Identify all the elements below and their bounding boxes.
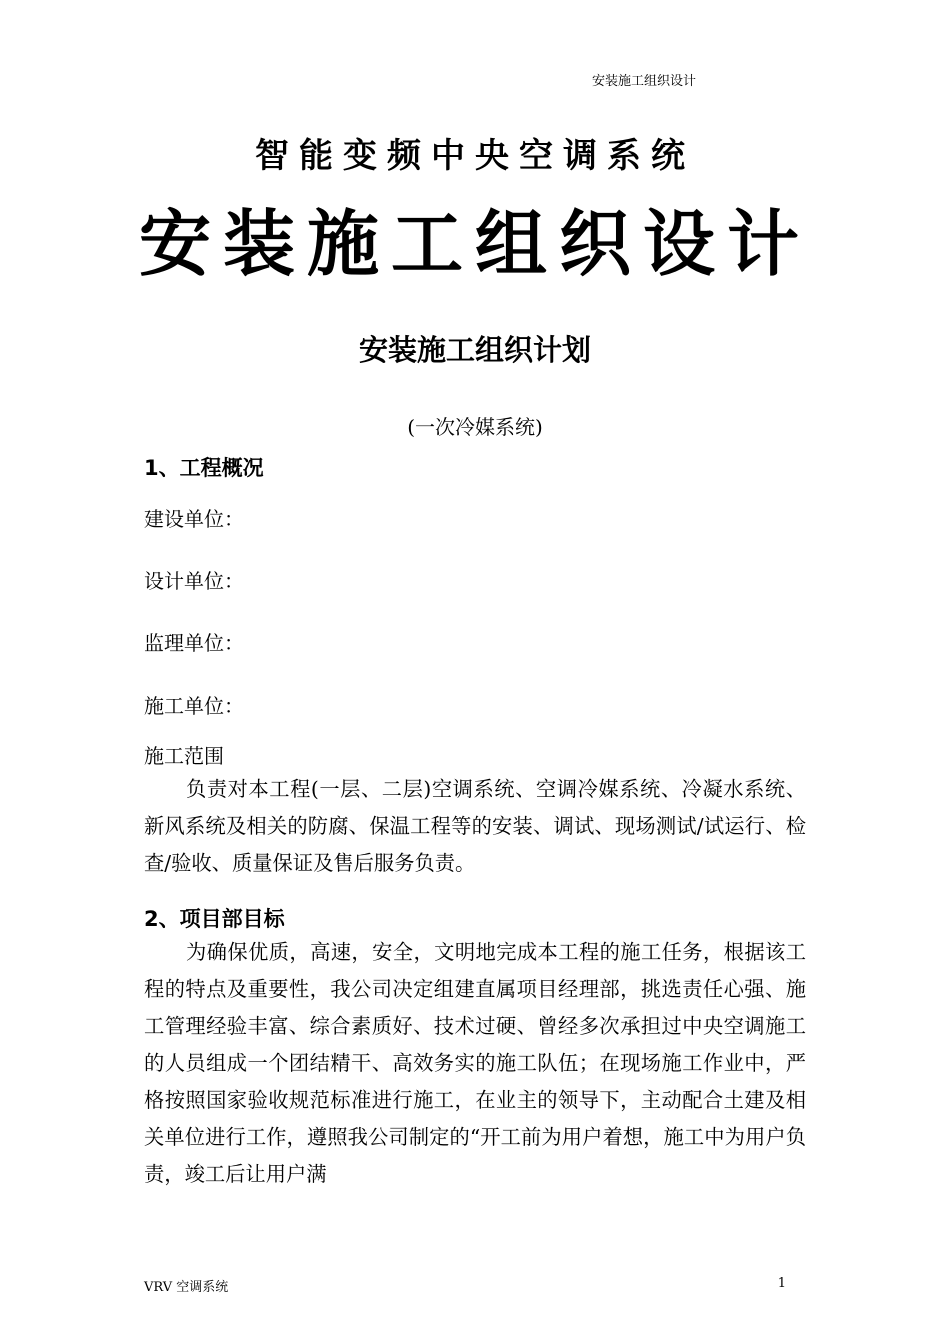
- page-number: 1: [777, 1276, 786, 1291]
- title-line-2: 安装施工组织设计: [138, 202, 811, 286]
- scope-label: 施工范围: [144, 744, 224, 768]
- subtitle: 安装施工组织计划: [358, 333, 591, 367]
- running-header: 安装施工组织设计: [591, 74, 696, 89]
- field-supervisor: 监理单位：: [144, 631, 244, 655]
- field-designer: 设计单位：: [144, 569, 244, 593]
- section-1-heading: 1、工程概况: [144, 456, 264, 480]
- system-note: (一次冷媒系统): [407, 415, 543, 439]
- field-owner: 建设单位：: [144, 507, 244, 531]
- field-contractor: 施工单位：: [144, 694, 244, 718]
- footer-label: VRV 空调系统: [144, 1280, 229, 1295]
- title-line-1: 智能变频中央空调系统: [255, 136, 695, 176]
- section-2-paragraph: 为确保优质，高速，安全，文明地完成本工程的施工任务，根据该工程的特点及重要性，我公司决定组建直属项目经理部，挑选责任心强、施工管理经验丰富、综合素质好、技术过硬、曾经多次承担过中央空调施工的人员组成一个团结精干、高效务实的施工队伍；在现场施工作业中，严格按照国家验收规范标准进行施工，在业主的领导下，主动配合土建及相关单位进行工作，遵照我公司制定的“开工前为用户着想，施工中为用户负责，竣工后让用户满: [144, 940, 806, 1186]
- section-2-heading: 2、项目部目标: [144, 907, 285, 931]
- scope-paragraph: 负责对本工程(一层、二层)空调系统、空调冷媒系统、冷凝水系统、新风系统及相关的防腐、保温工程等的安装、调试、现场测试/试运行、检查/验收、质量保证及售后服务负责。: [144, 777, 806, 875]
